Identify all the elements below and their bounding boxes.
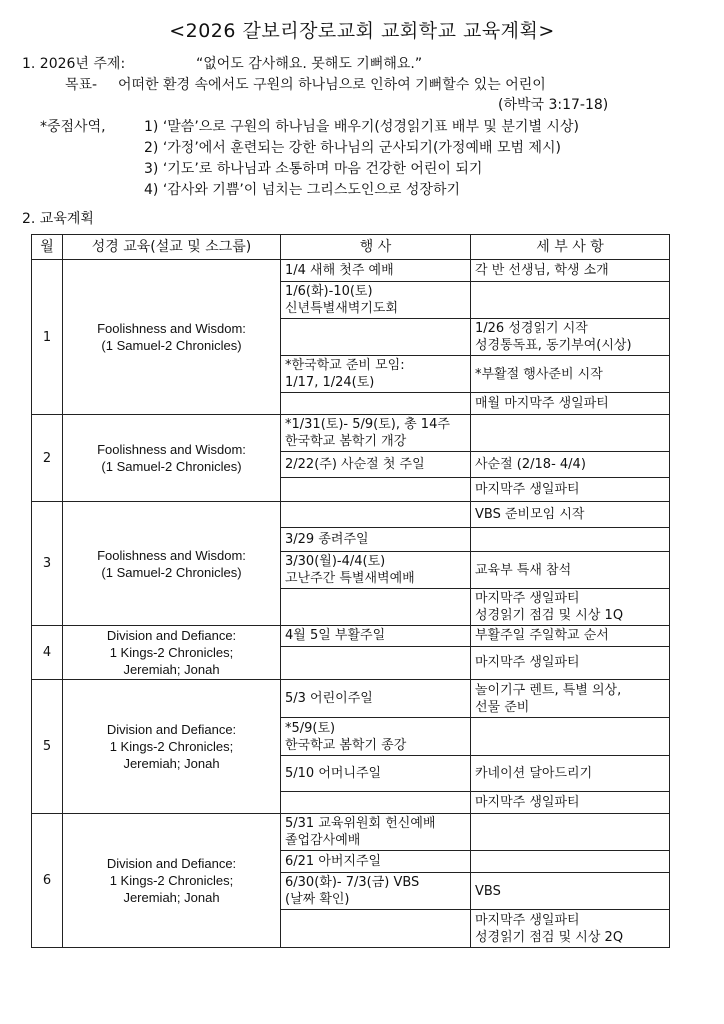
- table-row: [32, 260, 670, 282]
- table-row: [32, 626, 670, 647]
- event-cell: [281, 319, 471, 356]
- event-cell: 3/30(월)-4/4(토) 고난주간 특별새벽예배: [281, 552, 471, 589]
- event-cell: [281, 502, 471, 528]
- goal-reference: (하박국 3:17-18): [498, 97, 609, 113]
- header-details: 세 부 사 항: [471, 235, 670, 260]
- month-cell: 2: [32, 415, 63, 502]
- detail-cell: VBS 준비모임 시작: [471, 502, 670, 528]
- table-row: [32, 814, 670, 851]
- focus-label: *중점사역,: [40, 119, 106, 135]
- table-row: [32, 415, 670, 452]
- event-cell: *1/31(토)- 5/9(토), 총 14주 한국학교 봄학기 개강: [281, 415, 471, 452]
- table-body: [32, 260, 670, 948]
- event-cell: [281, 792, 471, 814]
- month-cell: 3: [32, 502, 63, 626]
- detail-cell: [471, 528, 670, 552]
- detail-cell: 교육부 특새 참석: [471, 552, 670, 589]
- bible-topic-cell: Foolishness and Wisdom: (1 Samuel-2 Chronicles): [63, 415, 281, 502]
- bible-topic-cell: Division and Defiance: 1 Kings-2 Chronicles; Jeremiah; Jonah: [63, 680, 281, 814]
- section2-heading: 2. 교육계획: [22, 211, 94, 227]
- detail-cell: 마지막주 생일파티 성경읽기 점검 및 시상 2Q: [471, 910, 670, 948]
- detail-cell: [471, 851, 670, 873]
- table-header-row: [32, 235, 670, 260]
- event-cell: *한국학교 준비 모임: 1/17, 1/24(토): [281, 356, 471, 393]
- document-title: <2026 갈보리장로교회 교회학교 교육계획>: [169, 20, 555, 42]
- month-cell: 4: [32, 626, 63, 680]
- bible-topic-cell: Foolishness and Wisdom: (1 Samuel-2 Chronicles): [63, 260, 281, 415]
- header-month: 월: [32, 235, 63, 260]
- goal-label: 목표-: [65, 77, 98, 93]
- event-cell: *5/9(토) 한국학교 봄학기 종강: [281, 718, 471, 756]
- detail-cell: [471, 415, 670, 452]
- detail-cell: 마지막주 생일파티: [471, 646, 670, 679]
- detail-cell: 카네이션 달아드리기: [471, 756, 670, 792]
- event-cell: 6/21 아버지주일: [281, 851, 471, 873]
- event-cell: [281, 646, 471, 679]
- event-cell: [281, 393, 471, 415]
- month-cell: 5: [32, 680, 63, 814]
- education-plan-table: [31, 234, 670, 948]
- bible-topic-cell: Division and Defiance: 1 Kings-2 Chronicles; Jeremiah; Jonah: [63, 814, 281, 948]
- focus-item: 1) ‘말씀’으로 구원의 하나님을 배우기(성경읽기표 배부 및 분기별 시상): [144, 119, 579, 135]
- event-cell: [281, 589, 471, 626]
- header-bible-education: 성경 교육(설교 및 소그룹): [63, 235, 281, 260]
- event-cell: [281, 478, 471, 502]
- table-row: [32, 502, 670, 528]
- event-cell: [281, 910, 471, 948]
- event-cell: 4월 5일 부활주일: [281, 626, 471, 647]
- detail-cell: 부활주일 주일학교 순서: [471, 626, 670, 647]
- event-cell: 5/31 교육위원회 헌신예배 졸업감사예배: [281, 814, 471, 851]
- detail-cell: 마지막주 생일파티: [471, 792, 670, 814]
- month-cell: 1: [32, 260, 63, 415]
- event-cell: 6/30(화)- 7/3(금) VBS (날짜 확인): [281, 873, 471, 910]
- detail-cell: *부활절 행사준비 시작: [471, 356, 670, 393]
- detail-cell: 매월 마지막주 생일파티: [471, 393, 670, 415]
- focus-item: 2) ‘가정’에서 훈련되는 강한 하나님의 군사되기(가정예배 모범 제시): [144, 140, 561, 156]
- detail-cell: [471, 814, 670, 851]
- goal-text: 어떠한 환경 속에서도 구원의 하나님으로 인하여 기뻐할수 있는 어린이: [118, 77, 546, 93]
- event-cell: 2/22(주) 사순절 첫 주일: [281, 452, 471, 478]
- detail-cell: VBS: [471, 873, 670, 910]
- detail-cell: [471, 282, 670, 319]
- detail-cell: 각 반 선생님, 학생 소개: [471, 260, 670, 282]
- focus-item: 4) ‘감사와 기쁨’이 넘치는 그리스도인으로 성장하기: [144, 182, 460, 198]
- detail-cell: 놀이기구 렌트, 특별 의상, 선물 준비: [471, 680, 670, 718]
- header-events: 행 사: [281, 235, 471, 260]
- event-cell: 1/4 새해 첫주 예배: [281, 260, 471, 282]
- detail-cell: 1/26 성경읽기 시작 성경통독표, 동기부여(시상): [471, 319, 670, 356]
- detail-cell: 마지막주 생일파티 성경읽기 점검 및 시상 1Q: [471, 589, 670, 626]
- event-cell: 1/6(화)-10(토) 신년특별새벽기도회: [281, 282, 471, 319]
- section1-heading: 1. 2026년 주제:: [22, 56, 126, 72]
- detail-cell: 마지막주 생일파티: [471, 478, 670, 502]
- event-cell: 5/3 어린이주일: [281, 680, 471, 718]
- bible-topic-cell: Division and Defiance: 1 Kings-2 Chronicles; Jeremiah; Jonah: [63, 626, 281, 680]
- event-cell: 3/29 종려주일: [281, 528, 471, 552]
- bible-topic-cell: Foolishness and Wisdom: (1 Samuel-2 Chronicles): [63, 502, 281, 626]
- event-cell: 5/10 어머니주일: [281, 756, 471, 792]
- detail-cell: 사순절 (2/18- 4/4): [471, 452, 670, 478]
- month-cell: 6: [32, 814, 63, 948]
- focus-item: 3) ‘기도’로 하나님과 소통하며 마음 건강한 어린이 되기: [144, 161, 483, 177]
- detail-cell: [471, 718, 670, 756]
- table-row: [32, 680, 670, 718]
- theme-text: “없어도 감사해요. 못해도 기뻐해요.”: [196, 56, 423, 72]
